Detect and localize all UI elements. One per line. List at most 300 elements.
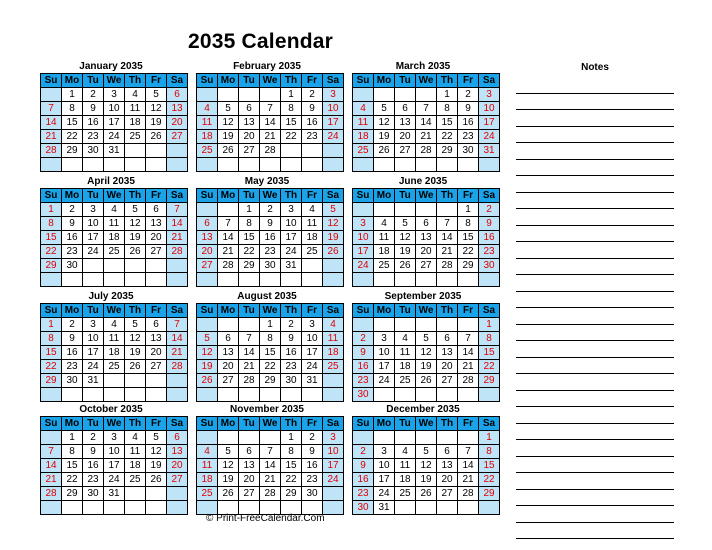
day-cell: 5 xyxy=(323,203,344,217)
empty-cell xyxy=(167,501,188,515)
weekday-header: Tu xyxy=(83,189,104,203)
weekday-header: Mo xyxy=(62,74,83,88)
day-cell: 16 xyxy=(83,116,104,130)
day-cell: 30 xyxy=(83,144,104,158)
day-cell: 7 xyxy=(41,102,62,116)
empty-cell xyxy=(62,273,83,287)
empty-cell xyxy=(281,273,302,287)
month-3 xyxy=(352,60,494,172)
day-cell: 5 xyxy=(416,332,437,346)
empty-cell xyxy=(437,318,458,332)
weekday-header: Sa xyxy=(167,304,188,318)
month-4 xyxy=(40,175,182,287)
day-cell: 20 xyxy=(167,459,188,473)
day-cell: 5 xyxy=(395,217,416,231)
day-cell: 21 xyxy=(167,346,188,360)
day-cell: 22 xyxy=(41,245,62,259)
weekday-header: Sa xyxy=(167,417,188,431)
day-cell: 12 xyxy=(323,217,344,231)
day-cell: 25 xyxy=(302,245,323,259)
day-cell: 25 xyxy=(353,144,374,158)
day-cell: 1 xyxy=(458,203,479,217)
empty-cell xyxy=(239,388,260,402)
day-cell: 26 xyxy=(374,144,395,158)
day-cell: 28 xyxy=(437,259,458,273)
day-cell: 11 xyxy=(104,332,125,346)
day-cell: 29 xyxy=(260,374,281,388)
month-5 xyxy=(196,175,338,287)
day-cell: 1 xyxy=(41,203,62,217)
day-cell: 18 xyxy=(353,130,374,144)
day-cell: 29 xyxy=(239,259,260,273)
weekday-header: Fr xyxy=(146,74,167,88)
weekday-header: Tu xyxy=(239,417,260,431)
empty-cell xyxy=(146,259,167,273)
empty-cell xyxy=(302,259,323,273)
weekday-header: Fr xyxy=(302,189,323,203)
day-cell: 16 xyxy=(353,473,374,487)
day-cell: 2 xyxy=(62,318,83,332)
weekday-header: Tu xyxy=(239,74,260,88)
day-cell: 7 xyxy=(260,445,281,459)
day-cell: 31 xyxy=(104,487,125,501)
day-cell: 15 xyxy=(62,459,83,473)
day-cell: 7 xyxy=(437,217,458,231)
day-cell: 1 xyxy=(62,431,83,445)
day-cell: 31 xyxy=(281,259,302,273)
day-cell: 14 xyxy=(458,346,479,360)
day-cell: 6 xyxy=(239,445,260,459)
day-cell: 2 xyxy=(83,88,104,102)
day-cell: 4 xyxy=(395,445,416,459)
empty-cell xyxy=(458,158,479,172)
weekday-header: Sa xyxy=(323,189,344,203)
empty-cell xyxy=(104,388,125,402)
month-7 xyxy=(40,290,182,402)
empty-cell xyxy=(302,273,323,287)
day-cell: 3 xyxy=(374,332,395,346)
day-cell: 14 xyxy=(437,231,458,245)
empty-cell xyxy=(437,273,458,287)
empty-cell xyxy=(260,273,281,287)
empty-cell xyxy=(479,501,500,515)
weekday-header: Sa xyxy=(479,189,500,203)
day-cell: 3 xyxy=(353,217,374,231)
day-cell: 3 xyxy=(83,203,104,217)
day-cell: 21 xyxy=(260,473,281,487)
empty-cell xyxy=(125,374,146,388)
day-cell: 27 xyxy=(437,487,458,501)
empty-cell xyxy=(458,431,479,445)
day-cell: 6 xyxy=(146,318,167,332)
day-cell: 8 xyxy=(281,445,302,459)
day-cell: 12 xyxy=(146,445,167,459)
day-cell: 24 xyxy=(479,130,500,144)
day-cell: 19 xyxy=(416,360,437,374)
day-cell: 3 xyxy=(374,445,395,459)
day-cell: 11 xyxy=(395,346,416,360)
empty-cell xyxy=(218,158,239,172)
day-cell: 29 xyxy=(62,487,83,501)
day-cell: 10 xyxy=(83,332,104,346)
day-cell: 11 xyxy=(353,116,374,130)
weekday-header: Th xyxy=(125,189,146,203)
day-cell: 10 xyxy=(323,445,344,459)
day-cell: 18 xyxy=(197,130,218,144)
day-cell: 20 xyxy=(167,116,188,130)
day-cell: 29 xyxy=(41,259,62,273)
day-cell: 19 xyxy=(218,473,239,487)
month-2 xyxy=(196,60,338,172)
empty-cell xyxy=(395,88,416,102)
note-line xyxy=(516,473,674,490)
day-cell: 23 xyxy=(83,473,104,487)
day-cell: 12 xyxy=(416,459,437,473)
day-cell: 12 xyxy=(125,217,146,231)
weekday-header: Sa xyxy=(167,189,188,203)
day-cell: 25 xyxy=(374,259,395,273)
note-line xyxy=(516,127,674,144)
weekday-header: Th xyxy=(281,304,302,318)
note-line xyxy=(516,490,674,507)
empty-cell xyxy=(416,501,437,515)
day-cell: 26 xyxy=(395,259,416,273)
weekday-header: Su xyxy=(41,304,62,318)
day-cell: 18 xyxy=(125,459,146,473)
empty-cell xyxy=(167,273,188,287)
month-name: January 2035 xyxy=(79,61,143,72)
day-cell: 11 xyxy=(323,332,344,346)
weekday-header: Th xyxy=(125,417,146,431)
day-cell: 10 xyxy=(479,102,500,116)
day-cell: 4 xyxy=(374,217,395,231)
day-cell: 29 xyxy=(281,487,302,501)
day-cell: 9 xyxy=(458,102,479,116)
day-cell: 27 xyxy=(197,259,218,273)
day-cell: 11 xyxy=(197,116,218,130)
weekday-header: Sa xyxy=(479,417,500,431)
day-cell: 8 xyxy=(479,445,500,459)
day-cell: 30 xyxy=(479,259,500,273)
empty-cell xyxy=(437,431,458,445)
day-cell: 29 xyxy=(458,259,479,273)
day-cell: 21 xyxy=(41,130,62,144)
empty-cell xyxy=(416,88,437,102)
day-cell: 17 xyxy=(104,459,125,473)
empty-cell xyxy=(458,501,479,515)
empty-cell xyxy=(41,501,62,515)
day-cell: 7 xyxy=(260,102,281,116)
weekday-header: Th xyxy=(281,189,302,203)
day-cell: 18 xyxy=(197,473,218,487)
empty-cell xyxy=(260,431,281,445)
month-name: February 2035 xyxy=(233,61,301,72)
day-cell: 20 xyxy=(239,130,260,144)
day-cell: 24 xyxy=(353,259,374,273)
day-cell: 23 xyxy=(281,360,302,374)
empty-cell xyxy=(353,318,374,332)
day-cell: 29 xyxy=(479,487,500,501)
weekday-header: Su xyxy=(353,74,374,88)
empty-cell xyxy=(395,388,416,402)
day-cell: 30 xyxy=(302,487,323,501)
empty-cell xyxy=(83,273,104,287)
empty-cell xyxy=(146,158,167,172)
empty-cell xyxy=(437,158,458,172)
day-cell: 20 xyxy=(197,245,218,259)
note-line xyxy=(516,226,674,243)
day-cell: 27 xyxy=(239,487,260,501)
day-cell: 14 xyxy=(167,217,188,231)
notes-lines xyxy=(516,77,674,539)
day-cell: 1 xyxy=(437,88,458,102)
day-cell: 25 xyxy=(104,360,125,374)
empty-cell xyxy=(323,259,344,273)
day-cell: 15 xyxy=(479,346,500,360)
day-cell: 23 xyxy=(353,487,374,501)
empty-cell xyxy=(125,259,146,273)
day-cell: 8 xyxy=(260,332,281,346)
day-cell: 27 xyxy=(437,374,458,388)
empty-cell xyxy=(374,203,395,217)
weekday-header: Su xyxy=(353,189,374,203)
empty-cell xyxy=(41,388,62,402)
day-cell: 19 xyxy=(146,459,167,473)
empty-cell xyxy=(197,388,218,402)
weekday-header: Su xyxy=(353,304,374,318)
day-cell: 24 xyxy=(104,130,125,144)
day-cell: 13 xyxy=(146,217,167,231)
note-line xyxy=(516,209,674,226)
empty-cell xyxy=(302,388,323,402)
day-cell: 9 xyxy=(479,217,500,231)
weekday-header: Sa xyxy=(323,304,344,318)
month-name: November 2035 xyxy=(230,404,304,415)
day-cell: 31 xyxy=(479,144,500,158)
day-cell: 15 xyxy=(437,116,458,130)
day-cell: 8 xyxy=(437,102,458,116)
day-cell: 25 xyxy=(197,144,218,158)
month-8 xyxy=(196,290,338,402)
day-cell: 2 xyxy=(281,318,302,332)
day-cell: 25 xyxy=(323,360,344,374)
weekday-header: Mo xyxy=(62,417,83,431)
empty-cell xyxy=(167,487,188,501)
day-cell: 15 xyxy=(281,459,302,473)
empty-cell xyxy=(218,431,239,445)
day-cell: 14 xyxy=(167,332,188,346)
footer-credit: © Print-FreeCalendar.Com xyxy=(206,513,325,524)
day-cell: 29 xyxy=(62,144,83,158)
weekday-header: Mo xyxy=(374,417,395,431)
month-table xyxy=(40,188,188,287)
weekday-header: Fr xyxy=(146,417,167,431)
day-cell: 18 xyxy=(302,231,323,245)
empty-cell xyxy=(395,158,416,172)
weekday-header: We xyxy=(416,189,437,203)
empty-cell xyxy=(395,501,416,515)
day-cell: 13 xyxy=(197,231,218,245)
weekday-header: Mo xyxy=(374,189,395,203)
day-cell: 2 xyxy=(353,332,374,346)
weekday-header: We xyxy=(416,74,437,88)
weekday-header: Su xyxy=(197,189,218,203)
day-cell: 8 xyxy=(41,217,62,231)
day-cell: 9 xyxy=(302,445,323,459)
day-cell: 24 xyxy=(302,360,323,374)
day-cell: 15 xyxy=(281,116,302,130)
day-cell: 5 xyxy=(125,203,146,217)
day-cell: 26 xyxy=(146,130,167,144)
day-cell: 26 xyxy=(416,487,437,501)
day-cell: 10 xyxy=(104,445,125,459)
weekday-header: Fr xyxy=(458,74,479,88)
empty-cell xyxy=(146,501,167,515)
day-cell: 26 xyxy=(218,487,239,501)
empty-cell xyxy=(353,158,374,172)
empty-cell xyxy=(374,273,395,287)
day-cell: 22 xyxy=(458,245,479,259)
empty-cell xyxy=(239,431,260,445)
day-cell: 23 xyxy=(260,245,281,259)
day-cell: 12 xyxy=(146,102,167,116)
day-cell: 23 xyxy=(353,374,374,388)
day-cell: 19 xyxy=(125,231,146,245)
empty-cell xyxy=(218,203,239,217)
day-cell: 18 xyxy=(395,360,416,374)
day-cell: 23 xyxy=(62,360,83,374)
day-cell: 9 xyxy=(62,332,83,346)
day-cell: 17 xyxy=(83,231,104,245)
weekday-header: Tu xyxy=(395,304,416,318)
empty-cell xyxy=(41,431,62,445)
empty-cell xyxy=(125,273,146,287)
day-cell: 9 xyxy=(353,459,374,473)
day-cell: 9 xyxy=(302,102,323,116)
day-cell: 22 xyxy=(239,245,260,259)
day-cell: 12 xyxy=(374,116,395,130)
day-cell: 27 xyxy=(395,144,416,158)
empty-cell xyxy=(302,144,323,158)
day-cell: 4 xyxy=(353,102,374,116)
day-cell: 19 xyxy=(146,116,167,130)
day-cell: 14 xyxy=(41,116,62,130)
day-cell: 28 xyxy=(41,144,62,158)
day-cell: 31 xyxy=(302,374,323,388)
day-cell: 18 xyxy=(374,245,395,259)
empty-cell xyxy=(239,273,260,287)
day-cell: 26 xyxy=(323,245,344,259)
empty-cell xyxy=(104,374,125,388)
empty-cell xyxy=(395,318,416,332)
empty-cell xyxy=(197,158,218,172)
day-cell: 22 xyxy=(41,360,62,374)
day-cell: 5 xyxy=(416,445,437,459)
empty-cell xyxy=(353,431,374,445)
empty-cell xyxy=(416,203,437,217)
weekday-header: Tu xyxy=(239,304,260,318)
day-cell: 4 xyxy=(302,203,323,217)
day-cell: 30 xyxy=(62,259,83,273)
empty-cell xyxy=(374,431,395,445)
empty-cell xyxy=(458,318,479,332)
day-cell: 27 xyxy=(146,245,167,259)
empty-cell xyxy=(479,388,500,402)
day-cell: 26 xyxy=(125,360,146,374)
day-cell: 10 xyxy=(374,459,395,473)
empty-cell xyxy=(416,158,437,172)
day-cell: 10 xyxy=(374,346,395,360)
month-name: October 2035 xyxy=(79,404,143,415)
day-cell: 12 xyxy=(395,231,416,245)
day-cell: 20 xyxy=(437,360,458,374)
weekday-header: Su xyxy=(197,74,218,88)
day-cell: 17 xyxy=(374,473,395,487)
day-cell: 5 xyxy=(146,431,167,445)
note-line xyxy=(516,77,674,94)
month-table xyxy=(352,188,500,287)
note-line xyxy=(516,523,674,540)
note-line xyxy=(516,308,674,325)
weekday-header: Th xyxy=(437,417,458,431)
day-cell: 13 xyxy=(218,346,239,360)
note-line xyxy=(516,110,674,127)
day-cell: 14 xyxy=(416,116,437,130)
month-table xyxy=(40,73,188,172)
weekday-header: Fr xyxy=(458,304,479,318)
empty-cell xyxy=(353,203,374,217)
empty-cell xyxy=(104,259,125,273)
note-line xyxy=(516,94,674,111)
day-cell: 28 xyxy=(218,259,239,273)
day-cell: 30 xyxy=(260,259,281,273)
day-cell: 16 xyxy=(83,459,104,473)
empty-cell xyxy=(239,318,260,332)
day-cell: 28 xyxy=(167,360,188,374)
day-cell: 28 xyxy=(41,487,62,501)
day-cell: 15 xyxy=(62,116,83,130)
weekday-header: Fr xyxy=(302,74,323,88)
note-line xyxy=(516,407,674,424)
day-cell: 25 xyxy=(395,487,416,501)
day-cell: 20 xyxy=(218,360,239,374)
day-cell: 21 xyxy=(239,360,260,374)
day-cell: 16 xyxy=(62,346,83,360)
day-cell: 20 xyxy=(437,473,458,487)
weekday-header: Mo xyxy=(62,304,83,318)
empty-cell xyxy=(323,158,344,172)
day-cell: 28 xyxy=(416,144,437,158)
day-cell: 29 xyxy=(437,144,458,158)
day-cell: 3 xyxy=(323,88,344,102)
weekday-header: Tu xyxy=(83,74,104,88)
day-cell: 6 xyxy=(146,203,167,217)
weekday-header: Mo xyxy=(218,74,239,88)
day-cell: 11 xyxy=(125,102,146,116)
day-cell: 22 xyxy=(281,130,302,144)
day-cell: 26 xyxy=(416,374,437,388)
day-cell: 7 xyxy=(167,318,188,332)
day-cell: 20 xyxy=(395,130,416,144)
day-cell: 17 xyxy=(281,231,302,245)
day-cell: 2 xyxy=(458,88,479,102)
day-cell: 28 xyxy=(458,487,479,501)
day-cell: 14 xyxy=(218,231,239,245)
day-cell: 24 xyxy=(83,245,104,259)
day-cell: 18 xyxy=(125,116,146,130)
day-cell: 13 xyxy=(437,459,458,473)
day-cell: 1 xyxy=(239,203,260,217)
